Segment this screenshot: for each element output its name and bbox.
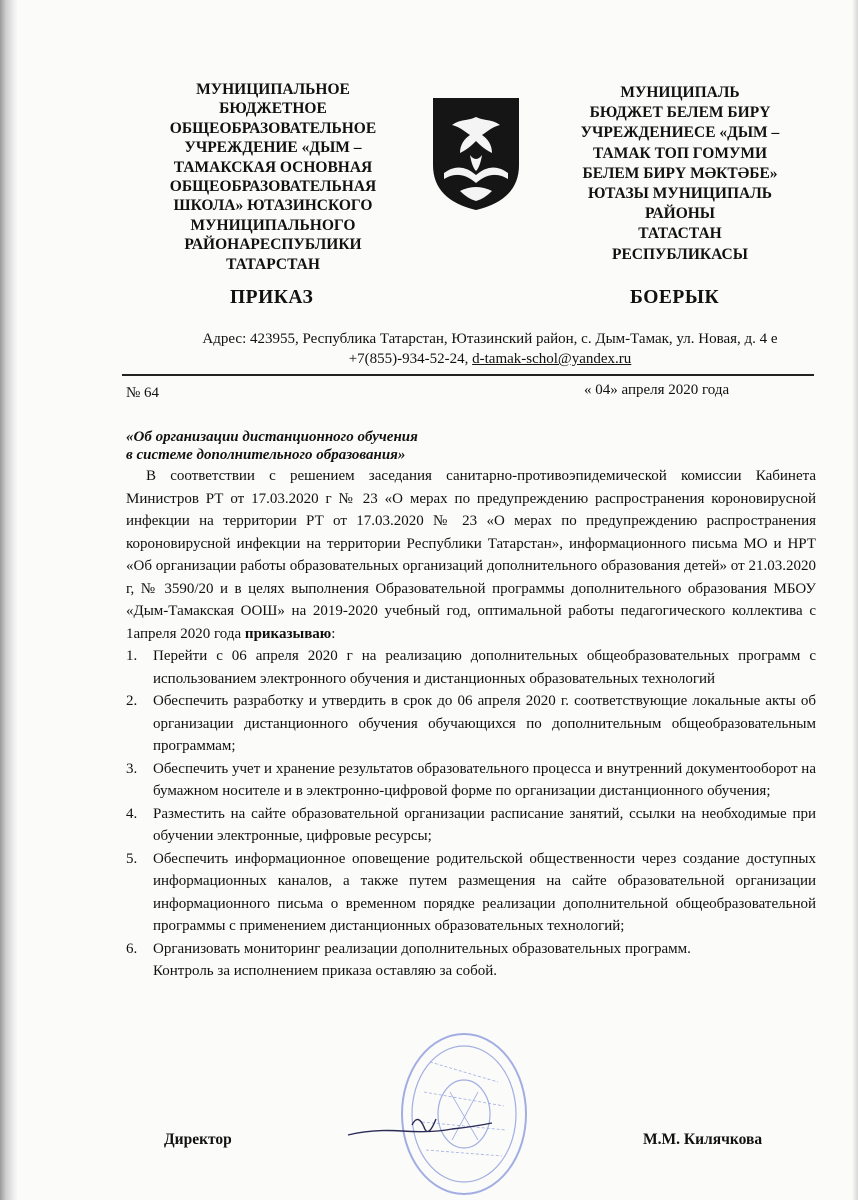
subject-line: в системе дополнительного образования» xyxy=(126,447,406,463)
org-left-line: МУНИЦИПАЛЬНОЕ xyxy=(196,81,350,98)
signatory-name: М.М. Килячкова xyxy=(643,1131,763,1148)
order-title-tatar: БОЕРЫК xyxy=(630,287,720,308)
list-item xyxy=(126,758,816,803)
org-right-line: УЧРЕЖДЕНИЕСЕ «ДЫМ – xyxy=(580,124,780,142)
org-right-line: БЕЛЕМ БИРҮ МӘКТӘБЕ» xyxy=(582,164,778,182)
subject-line: «Об организации дистанционного обучения xyxy=(126,429,418,445)
item-number: 2. xyxy=(126,693,138,709)
org-left-line: УЧРЕЖДЕНИЕ «ДЫМ – xyxy=(184,139,362,157)
item-text: Организовать мониторинг реализации дополнительных образовательных программ. xyxy=(153,940,691,957)
order-number: № 64 xyxy=(126,385,160,401)
signatory-position: Директор xyxy=(164,1131,232,1148)
scan-edge-shadow-right xyxy=(852,0,858,1200)
list-item xyxy=(126,803,816,848)
org-left-line: БЮДЖЕТНОЕ xyxy=(219,100,327,118)
item-text: Обеспечить информационное оповещение родительской общественности через создание доступных информационных каналов, а также путем размещения на сайте образовательной организации информационного письма о временном порядке реализации дополнительной общеобразовательной программы с применением дистанционных образовательных технологий; xyxy=(153,850,816,934)
org-left-line: ТАТАРСТАН xyxy=(226,255,320,273)
director-signature-icon xyxy=(342,1105,522,1155)
address-block xyxy=(140,329,840,369)
org-name-russian xyxy=(138,80,408,274)
intro-text: В соответствии с решением заседания санитарно-противоэпидемической комиссии Кабинета Министров РТ от 17.03.2020 г № 23 «О мерах по предупреждению распространения короновирусной инфекции на территории РТ от 17.03.2020 № 23 «О мерах по предупреждению распространения короновирусной инфекции на территории Республики Татарстан», информационного письма МО и НРТ «Об организации работы образовательных организаций дополнительного образования детей» от 21.03.2020 г, № 3590/20 и в целях выполнения Образовательной программы дополнительного образования МБОУ «Дым-Тамакская ООШ» на 2019-2020 учебный год, оптимальной работы педагогического коллектива с 1апреля 2020 года xyxy=(126,468,816,642)
order-title-russian: ПРИКАЗ xyxy=(230,287,314,308)
email-link[interactable]: d-tamak-schol@yandex.ru xyxy=(472,351,632,367)
list-item xyxy=(126,690,816,758)
org-left-line: ШКОЛА» ЮТАЗИНСКОГО xyxy=(173,197,373,215)
phone: +7(855)-934-52-24, xyxy=(348,351,473,367)
list-item xyxy=(126,848,816,938)
org-right-line: РАЙОНЫ xyxy=(644,205,716,223)
item-number: 4. xyxy=(126,805,138,822)
org-left-line: ОБЩЕОБРАЗОВАТЕЛЬНАЯ xyxy=(169,178,377,196)
header-divider xyxy=(122,374,814,376)
org-left-line: МУНИЦИПАЛЬНОГО xyxy=(190,216,356,234)
org-right-line: ЮТАЗЫ МУНИЦИПАЛЬ xyxy=(588,185,772,203)
item-number: 1. xyxy=(126,648,138,664)
org-right-line: ТАМАК ТОП ГОМУМИ xyxy=(592,144,768,162)
item-text: Разместить на сайте образовательной организации расписание занятий, ссылки на необходимые при обучении электронные, цифровые ресурсы; xyxy=(153,805,816,844)
order-date: « 04» апреля 2020 года xyxy=(584,382,730,398)
org-right-line: ТАТАСТАН xyxy=(638,225,722,243)
scan-edge-shadow xyxy=(0,0,18,1200)
district-emblem-icon xyxy=(430,95,522,211)
org-name-tatar xyxy=(532,83,828,265)
order-items-list xyxy=(126,645,816,960)
order-subject xyxy=(126,428,546,464)
intro-paragraph xyxy=(126,465,816,645)
org-left-line: ТАМАКСКАЯ ОСНОВНАЯ xyxy=(173,158,373,176)
intro-end: : xyxy=(331,625,336,642)
item-text: Перейти с 06 апреля 2020 г на реализацию дополнительных общеобразовательных программ с использованием электронного обучения и дистанционных образовательных технологий xyxy=(153,648,816,687)
org-right-line: БЮДЖЕТ БЕЛЕМ БИРҮ xyxy=(589,104,771,122)
item-text: Обеспечить учет и хранение результатов образовательного процесса и внутренний документооборот на бумажном носителе и в электронно-цифровой форме по организации дистанционного обучения; xyxy=(153,760,816,799)
list-item xyxy=(126,938,816,961)
item-text: Обеспечить разработку и утвердить в срок до 06 апреля 2020 г. соответствующие локальные акты об организации дистанционного обучения обучающихся по дополнительным общеобразовательным программам; xyxy=(153,693,816,754)
item-number: 6. xyxy=(126,940,138,957)
item-number: 5. xyxy=(126,850,138,867)
address-line: Адрес: 423955, Республика Татарстан, Ютазинский район, с. Дым-Тамак, ул. Новая, д. 4 е xyxy=(202,331,778,347)
list-item xyxy=(126,645,816,690)
contact-line xyxy=(140,349,840,369)
org-right-line: МУНИЦИПАЛЬ xyxy=(620,84,740,101)
item-number: 3. xyxy=(126,760,138,777)
intro-bold: приказываю xyxy=(244,625,332,642)
order-body xyxy=(126,465,816,983)
org-left-line: ОБЩЕОБРАЗОВАТЕЛЬНОЕ xyxy=(169,119,377,137)
org-right-line: РЕСПУБЛИКАСЫ xyxy=(612,245,748,263)
control-line: Контроль за исполнением приказа оставляю за собой. xyxy=(153,963,498,979)
org-left-line: РАЙОНАРЕСПУБЛИКИ xyxy=(184,236,362,254)
